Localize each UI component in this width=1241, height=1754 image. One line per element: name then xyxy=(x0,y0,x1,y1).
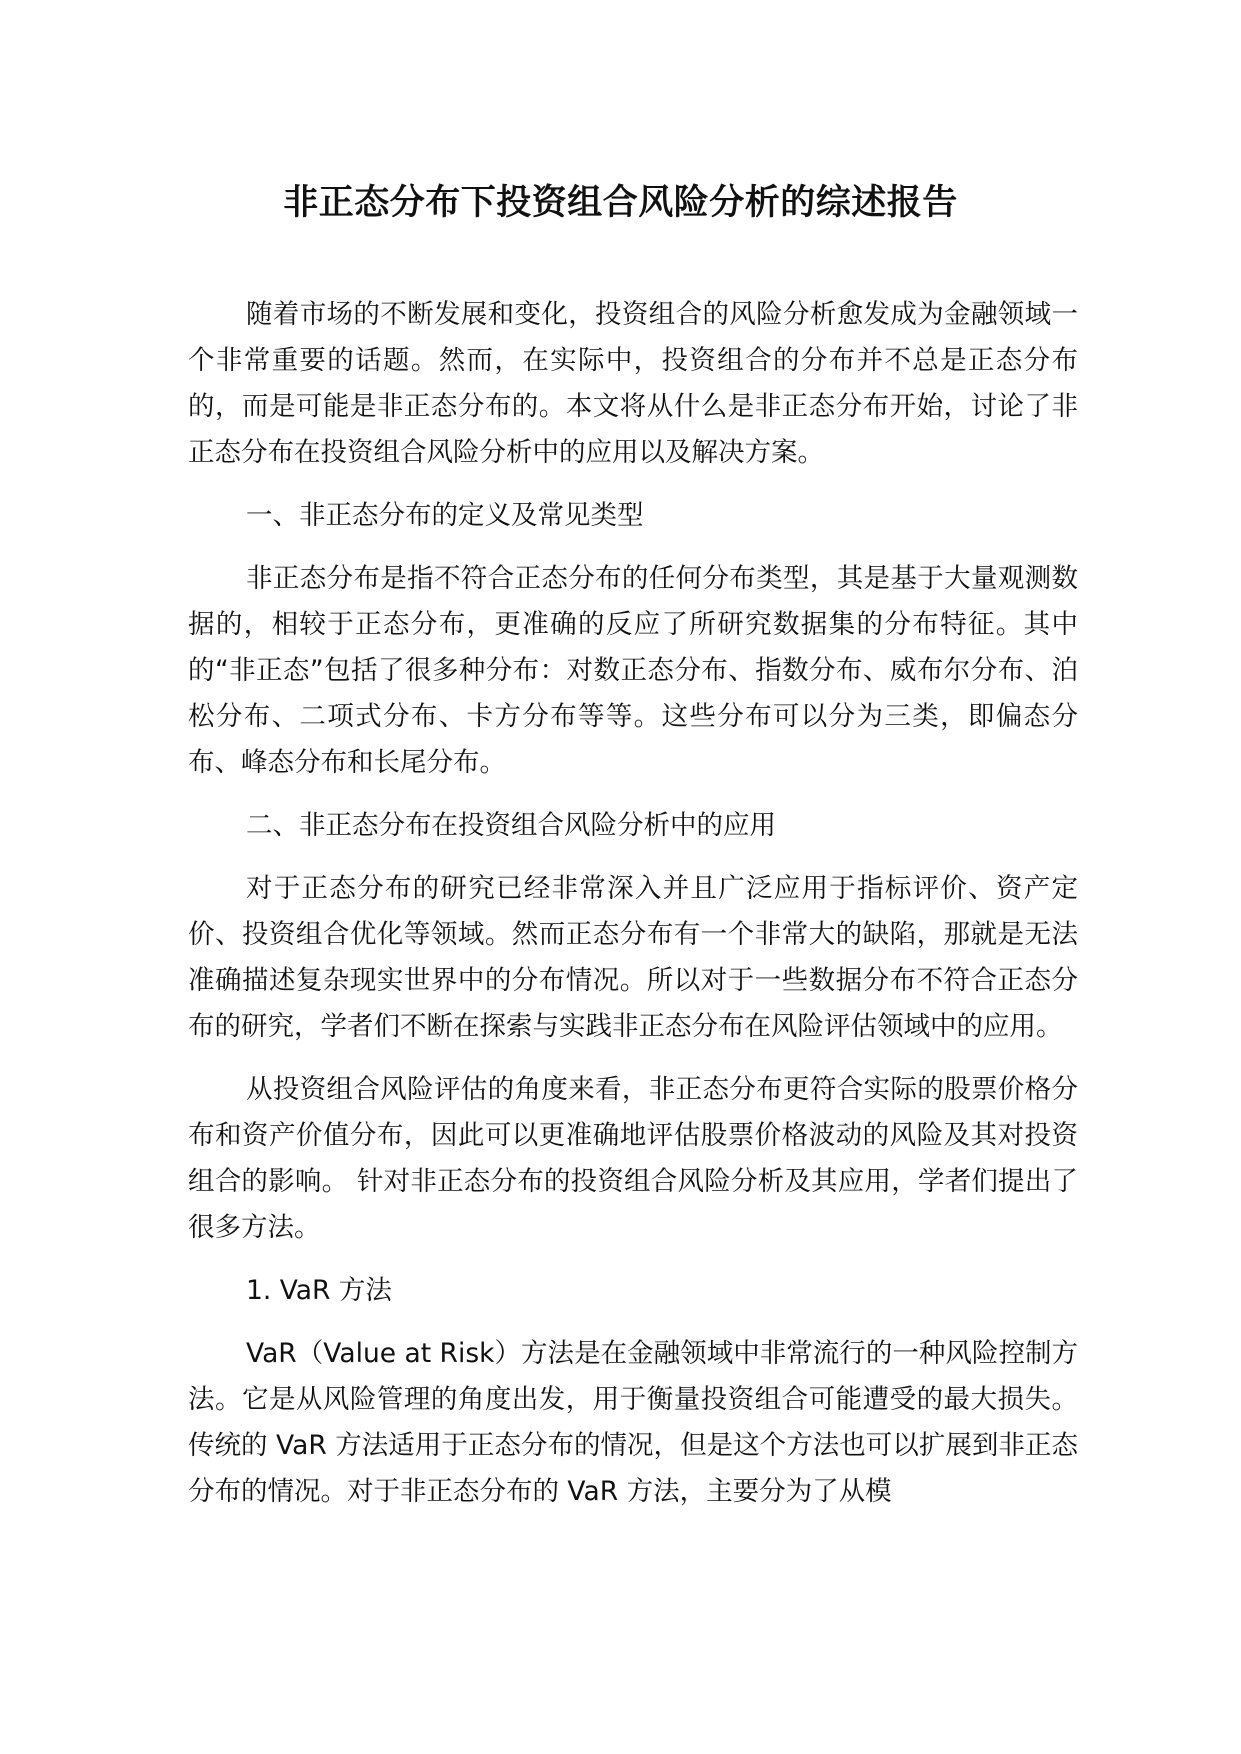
document-body xyxy=(188,292,1078,1532)
paragraph-definition: 非正态分布是指不符合正态分布的任何分布类型，其是基于大量观测数据的，相较于正态分布，更准确的反应了所研究数据集的分布特征。其中的“非正态”包括了很多种分布：对数正态分布、指数分布、威布尔分布、泊松分布、二项式分布、卡方分布等等。这些分布可以分为三类，即偏态分布、峰态分布和长尾分布。 xyxy=(188,563,1078,778)
paragraph-intro: 随着市场的不断发展和变化，投资组合的风险分析愈发成为金融领域一个非常重要的话题。然而，在实际中，投资组合的分布并不总是正态分布的，而是可能是非正态分布的。本文将从什么是非正态分布开始，讨论了非正态分布在投资组合风险分析中的应用以及解决方案。 xyxy=(188,299,1078,468)
subsection-heading-var: 1. VaR 方法 xyxy=(246,1275,392,1306)
document-title: 非正态分布下投资组合风险分析的综述报告 xyxy=(283,183,958,223)
paragraph-application: 对于正态分布的研究已经非常深入并且广泛应用于指标评价、资产定价、投资组合优化等领域。然而正态分布有一个非常大的缺陷，那就是无法准确描述复杂现实世界中的分布情况。所以对于一些数据分布不符合正态分布的研究，学者们不断在探索与实践非正态分布在风险评估领域中的应用。 xyxy=(188,873,1078,1042)
section-heading-2: 二、非正态分布在投资组合风险分析中的应用 xyxy=(246,810,776,841)
paragraph-var-method: VaR（Value at Risk）方法是在金融领域中非常流行的一种风险控制方法。它是从风险管理的角度出发，用于衡量投资组合可能遭受的最大损失。传统的 VaR 方法适用于正态分布的情况，但是这个方法也可以扩展到非正态分布的情况。对于非正态分布的 VaR 方法，主要分为了从模 xyxy=(188,1338,1078,1507)
paragraph-risk-assessment: 从投资组合风险评估的角度来看，非正态分布更符合实际的股票价格分布和资产价值分布，因此可以更准确地评估股票价格波动的风险及其对投资组合的影响。 针对非正态分布的投资组合风险分析及其应用，学者们提出了很多方法。 xyxy=(188,1074,1078,1243)
section-heading-1: 一、非正态分布的定义及常见类型 xyxy=(246,500,644,531)
